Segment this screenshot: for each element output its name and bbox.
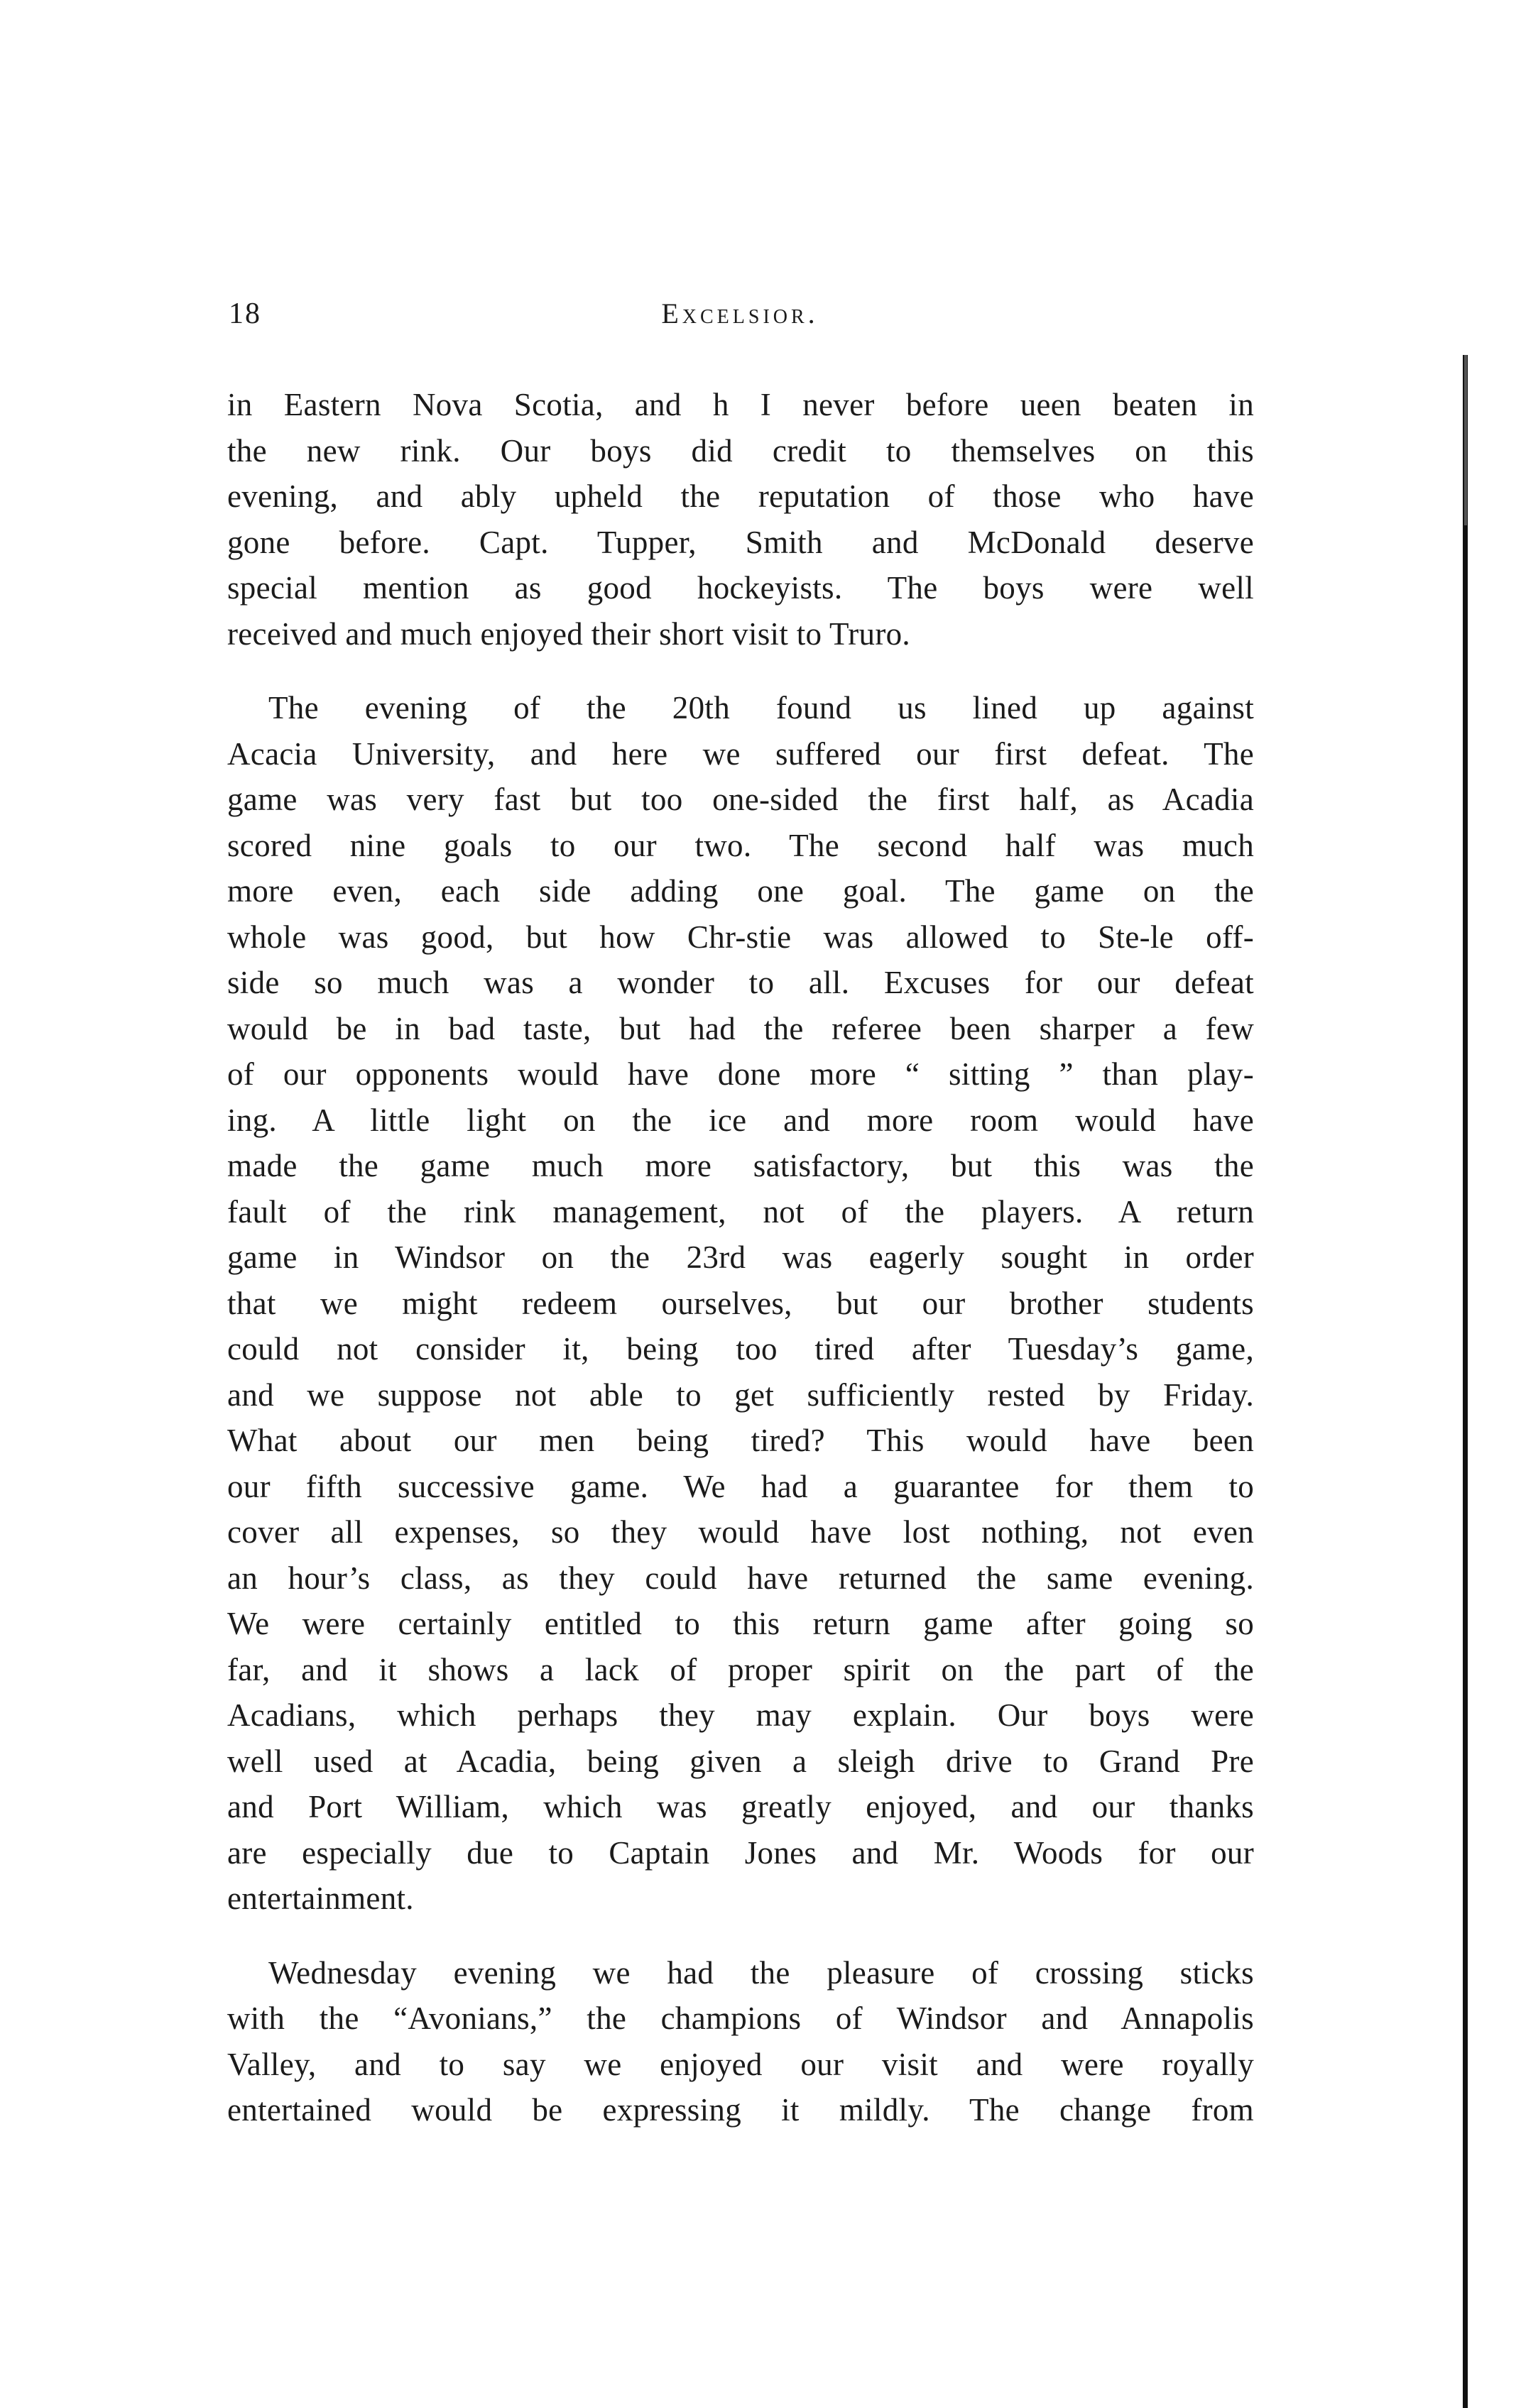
text-line: more even, each side adding one goal. The game on the <box>227 873 1254 909</box>
text-line: evening, and ably upheld the reputation of those who have <box>227 478 1254 514</box>
text-line: far, and it shows a lack of proper spirit on the part of the <box>227 1651 1254 1687</box>
text-line: are especially due to Captain Jones and Mr. Woods for our <box>227 1834 1254 1871</box>
text-line: special mention as good hockeyists. The boys were well <box>227 570 1254 606</box>
text-line: entertainment. <box>227 1881 414 1916</box>
text-line: scored nine goals to our two. The second half was much <box>227 827 1254 863</box>
text-line: cover all expenses, so they would have lost nothing, not even <box>227 1514 1254 1550</box>
text-line: The evening of the 20th found us lined up against <box>268 690 1254 726</box>
text-line: that we might redeem ourselves, but our brother students <box>227 1285 1254 1321</box>
text-line: made the game much more satisfactory, but this was the <box>227 1148 1254 1183</box>
text-line: with the “Avonians,” the champions of Windsor and Annapolis <box>227 2001 1254 2036</box>
text-line: game in Windsor on the 23rd was eagerly sought in order <box>227 1239 1254 1275</box>
text-line: game was very fast but too one-sided the first half, as Acadia <box>227 782 1254 817</box>
text-line: Acacia University, and here we suffered our first defeat. The <box>227 735 1254 772</box>
text-line: gone before. Capt. Tupper, Smith and McDonald deserve <box>227 524 1254 560</box>
paragraph-1 <box>227 382 1254 657</box>
text-line: and we suppose not able to get sufficiently rested by Friday. <box>227 1377 1254 1413</box>
text-line: Acadians, which perhaps they may explain. Our boys were <box>227 1697 1254 1733</box>
running-title: Excelsior. <box>661 297 819 329</box>
paragraph-3 <box>227 1950 1254 2133</box>
page-edge-shadow <box>1464 355 1467 525</box>
text-line: of our opponents would have done more “ sitting ” than play- <box>227 1056 1254 1092</box>
text-line: ing. A little light on the ice and more room would have <box>227 1102 1254 1138</box>
body-text <box>227 382 1254 2133</box>
text-line: We were certainly entitled to this return game after going so <box>227 1606 1254 1641</box>
text-line: fault of the rink management, not of the players. A return <box>227 1193 1254 1230</box>
text-line: received and much enjoyed their short visit to Truro. <box>227 615 910 652</box>
text-line: side so much was a wonder to all. Excuses for our defeat <box>227 965 1254 1000</box>
text-line: the new rink. Our boys did credit to themselves on this <box>227 432 1254 469</box>
text-line: our fifth successive game. We had a guarantee for them to <box>227 1468 1254 1504</box>
text-line: Wednesday evening we had the pleasure of crossing sticks <box>268 1954 1254 1991</box>
text-line: could not consider it, being too tired after Tuesday’s game, <box>227 1331 1254 1367</box>
running-header <box>229 297 1251 339</box>
text-line: Valley, and to say we enjoyed our visit and were royally <box>227 2046 1254 2082</box>
text-line: entertained would be expressing it mildly. The change from <box>227 2092 1254 2128</box>
text-line: whole was good, but how Chr-stie was allowed to Ste-le off- <box>227 919 1254 955</box>
page-number: 18 <box>229 297 261 330</box>
text-line: What about our men being tired? This would have been <box>227 1423 1254 1458</box>
text-line: an hour’s class, as they could have returned the same evening. <box>227 1560 1254 1596</box>
text-line: well used at Acadia, being given a sleigh drive to Grand Pre <box>227 1743 1254 1779</box>
text-line: would be in bad taste, but had the referee been sharper a few <box>227 1010 1254 1046</box>
text-line: in Eastern Nova Scotia, and h I never before ueen beaten in <box>227 387 1254 422</box>
text-line: and Port William, which was greatly enjoyed, and our thanks <box>227 1789 1254 1824</box>
page-edge-rule <box>1463 355 1468 2408</box>
paragraph-2 <box>227 685 1254 1922</box>
